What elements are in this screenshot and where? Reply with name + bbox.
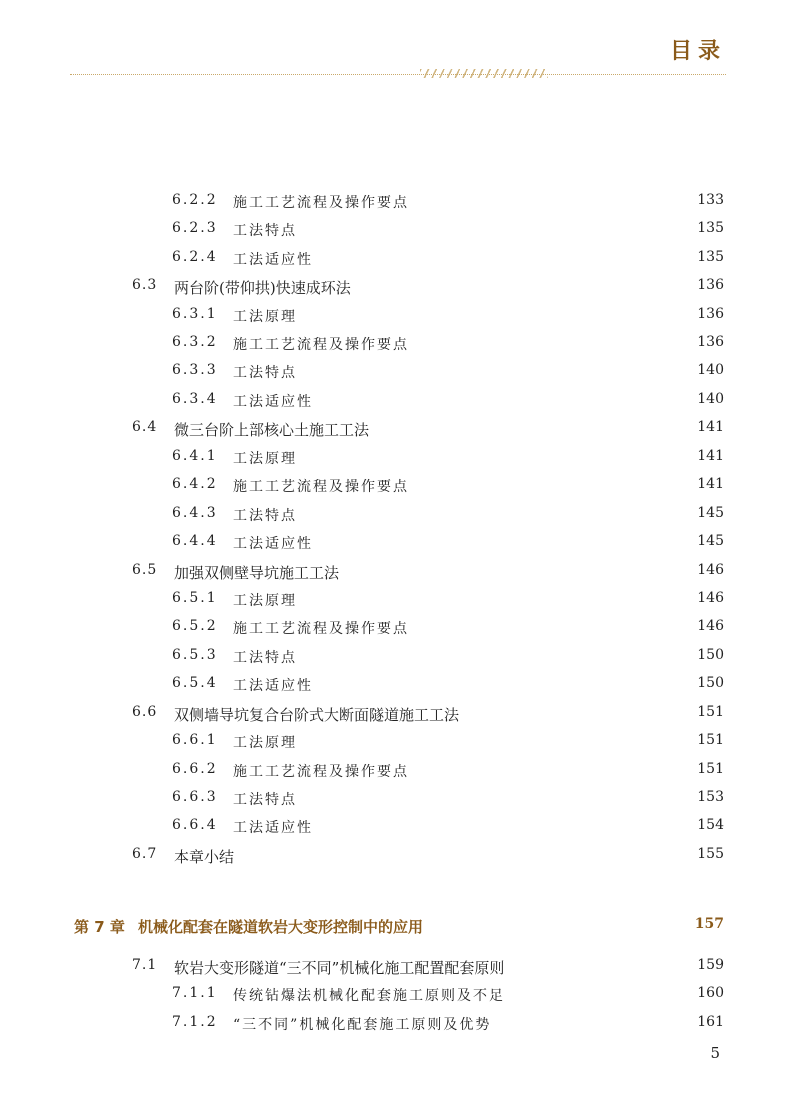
entry-title: 本章小结 (174, 848, 235, 866)
toc-chapter-entry[interactable] (0, 916, 790, 942)
entry-page: 157 (694, 916, 724, 932)
entry-number: 6.2.3 (172, 220, 218, 236)
entry-page: 146 (697, 562, 724, 578)
entry-title: 加强双侧壁导坑施工工法 (174, 564, 340, 582)
entry-number: 6.3.2 (172, 334, 218, 350)
toc-entry[interactable] (0, 533, 790, 559)
toc-entry[interactable] (0, 419, 790, 445)
toc-entry[interactable] (0, 505, 790, 531)
toc-entry[interactable] (0, 249, 790, 275)
entry-title: 两台阶(带仰拱)快速成环法 (174, 279, 351, 297)
entry-page: 154 (697, 817, 724, 833)
entry-title: 工法原理 (233, 735, 297, 751)
toc-entry[interactable] (0, 334, 790, 360)
toc-entry[interactable] (0, 704, 790, 730)
entry-page: 151 (697, 761, 724, 777)
toc-entry[interactable] (0, 761, 790, 787)
toc-entry[interactable] (0, 647, 790, 673)
toc-entry[interactable] (0, 817, 790, 843)
entry-page: 140 (697, 362, 724, 378)
entry-title: 工法特点 (233, 223, 297, 239)
entry-number: 6.5.3 (172, 647, 218, 663)
entry-title: 工法特点 (233, 365, 297, 381)
toc-entry[interactable] (0, 562, 790, 588)
entry-number: 6.5.1 (172, 590, 218, 606)
page-number: 5 (710, 1044, 720, 1062)
entry-number: 6.4.1 (172, 448, 218, 464)
entry-title: 工法特点 (233, 508, 297, 524)
entry-title: 工法适应性 (233, 678, 313, 694)
entry-number: 6.3 (132, 277, 158, 293)
entry-page: 141 (697, 419, 724, 435)
header-ornament (420, 69, 548, 78)
toc-entry[interactable] (0, 476, 790, 502)
entry-title: 软岩大变形隧道“三不同”机械化施工配置配套原则 (174, 959, 505, 977)
entry-title: 工法特点 (233, 650, 297, 666)
entry-page: 146 (697, 618, 724, 634)
toc-entry[interactable] (0, 448, 790, 474)
toc-entry[interactable] (0, 985, 790, 1011)
entry-title: 双侧墙导坑复合台阶式大断面隧道施工工法 (174, 706, 460, 724)
entry-page: 133 (697, 192, 724, 208)
entry-number: 6.6.4 (172, 817, 218, 833)
entry-page: 155 (697, 846, 724, 862)
entry-number: 7.1 (132, 957, 158, 973)
toc-entry[interactable] (0, 846, 790, 872)
toc-entry[interactable] (0, 391, 790, 417)
entry-page: 151 (697, 704, 724, 720)
entry-page: 151 (697, 732, 724, 748)
entry-number: 6.6.1 (172, 732, 218, 748)
entry-title: 工法原理 (233, 309, 297, 325)
page-title: 目录 (669, 39, 726, 64)
toc-entry[interactable] (0, 277, 790, 303)
entry-page: 153 (697, 789, 724, 805)
entry-title: 微三台阶上部核心土施工工法 (174, 421, 370, 439)
entry-title: 施工工艺流程及操作要点 (233, 337, 409, 353)
entry-title: 工法适应性 (233, 820, 313, 836)
toc-entry[interactable] (0, 732, 790, 758)
entry-page: 161 (697, 1014, 724, 1030)
entry-number: 6.3.3 (172, 362, 218, 378)
entry-number: 7.1.2 (172, 1014, 218, 1030)
entry-title: 工法适应性 (233, 252, 313, 268)
entry-title: 施工工艺流程及操作要点 (233, 479, 409, 495)
entry-page: 159 (697, 957, 724, 973)
entry-title: 传统钻爆法机械化配套施工原则及不足 (233, 988, 505, 1004)
toc-entry[interactable] (0, 192, 790, 218)
entry-number: 第 7 章 (74, 918, 125, 936)
entry-number: 6.6.2 (172, 761, 218, 777)
entry-number: 6.2.2 (172, 192, 218, 208)
toc-entry[interactable] (0, 220, 790, 246)
entry-number: 6.4 (132, 419, 158, 435)
toc-entry[interactable] (0, 618, 790, 644)
entry-number: 6.3.1 (172, 306, 218, 322)
entry-number: 6.4.2 (172, 476, 218, 492)
entry-number: 7.1.1 (172, 985, 218, 1001)
toc-entry[interactable] (0, 590, 790, 616)
entry-number: 6.5.2 (172, 618, 218, 634)
entry-title: 施工工艺流程及操作要点 (233, 621, 409, 637)
entry-title: 工法适应性 (233, 536, 313, 552)
toc-entry[interactable] (0, 675, 790, 701)
entry-page: 141 (697, 476, 724, 492)
entry-page: 145 (697, 533, 724, 549)
entry-title: 工法原理 (233, 451, 297, 467)
entry-page: 136 (697, 277, 724, 293)
entry-title: 施工工艺流程及操作要点 (233, 195, 409, 211)
entry-page: 146 (697, 590, 724, 606)
toc-entry[interactable] (0, 957, 790, 983)
toc-entry[interactable] (0, 789, 790, 815)
toc-entry[interactable] (0, 1014, 790, 1040)
entry-title: 工法原理 (233, 593, 297, 609)
toc-entry[interactable] (0, 362, 790, 388)
entry-page: 135 (697, 249, 724, 265)
header-divider (70, 74, 726, 75)
entry-number: 6.4.4 (172, 533, 218, 549)
entry-title: 机械化配套在隧道软岩大变形控制中的应用 (138, 918, 424, 936)
entry-title: 工法适应性 (233, 394, 313, 410)
entry-title: “三不同”机械化配套施工原则及优势 (233, 1017, 492, 1033)
entry-number: 6.2.4 (172, 249, 218, 265)
entry-page: 140 (697, 391, 724, 407)
entry-page: 150 (697, 675, 724, 691)
entry-number: 6.5.4 (172, 675, 218, 691)
entry-number: 6.4.3 (172, 505, 218, 521)
entry-page: 145 (697, 505, 724, 521)
entry-page: 136 (697, 306, 724, 322)
entry-title: 工法特点 (233, 792, 297, 808)
entry-number: 6.5 (132, 562, 158, 578)
entry-page: 150 (697, 647, 724, 663)
entry-number: 6.7 (132, 846, 158, 862)
entry-page: 141 (697, 448, 724, 464)
entry-page: 135 (697, 220, 724, 236)
toc-entry[interactable] (0, 306, 790, 332)
entry-number: 6.3.4 (172, 391, 218, 407)
entry-title: 施工工艺流程及操作要点 (233, 764, 409, 780)
entry-number: 6.6 (132, 704, 158, 720)
entry-page: 160 (697, 985, 724, 1001)
entry-page: 136 (697, 334, 724, 350)
entry-number: 6.6.3 (172, 789, 218, 805)
